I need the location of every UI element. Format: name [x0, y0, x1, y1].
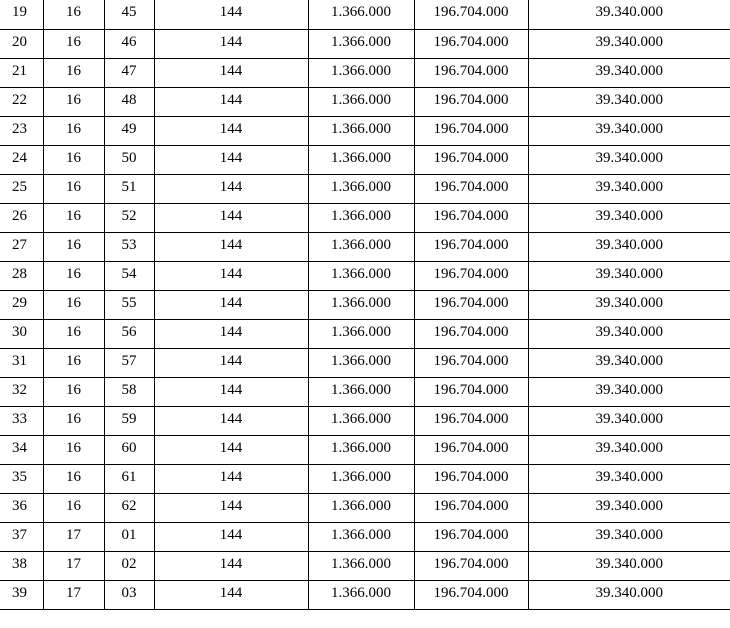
cell-number: 03: [104, 580, 154, 609]
cell-amount: 39.340.000: [528, 174, 730, 203]
cell-stt: 24: [0, 145, 43, 174]
cell-amount: 39.340.000: [528, 435, 730, 464]
cell-number: 52: [104, 203, 154, 232]
cell-stt: 21: [0, 58, 43, 87]
cell-unit-price: 1.366.000: [308, 319, 414, 348]
table-row: [0, 174, 730, 203]
table-row: [0, 203, 730, 232]
cell-total: 196.704.000: [414, 580, 528, 609]
cell-group: 16: [43, 145, 104, 174]
cell-amount: 39.340.000: [528, 551, 730, 580]
cell-quantity: 144: [154, 203, 308, 232]
cell-number: 51: [104, 174, 154, 203]
cell-group: 17: [43, 551, 104, 580]
table-row: [0, 348, 730, 377]
cell-stt: 29: [0, 290, 43, 319]
cell-unit-price: 1.366.000: [308, 406, 414, 435]
cell-number: 53: [104, 232, 154, 261]
cell-total: 196.704.000: [414, 464, 528, 493]
cell-unit-price: 1.366.000: [308, 174, 414, 203]
cell-unit-price: 1.366.000: [308, 145, 414, 174]
cell-amount: 39.340.000: [528, 522, 730, 551]
cell-quantity: 144: [154, 261, 308, 290]
cell-unit-price: 1.366.000: [308, 377, 414, 406]
cell-group: 16: [43, 232, 104, 261]
cell-unit-price: 1.366.000: [308, 58, 414, 87]
cell-amount: 39.340.000: [528, 203, 730, 232]
cell-group: 16: [43, 203, 104, 232]
cell-total: 196.704.000: [414, 290, 528, 319]
cell-group: 16: [43, 87, 104, 116]
table-row: [0, 435, 730, 464]
cell-amount: 39.340.000: [528, 58, 730, 87]
cell-unit-price: 1.366.000: [308, 464, 414, 493]
cell-quantity: 144: [154, 319, 308, 348]
cell-stt: 36: [0, 493, 43, 522]
cell-number: 45: [104, 0, 154, 29]
cell-unit-price: 1.366.000: [308, 348, 414, 377]
cell-quantity: 144: [154, 145, 308, 174]
cell-amount: 39.340.000: [528, 116, 730, 145]
cell-unit-price: 1.366.000: [308, 0, 414, 29]
cell-number: 57: [104, 348, 154, 377]
cell-quantity: 144: [154, 87, 308, 116]
cell-unit-price: 1.366.000: [308, 232, 414, 261]
cell-quantity: 144: [154, 348, 308, 377]
cell-stt: 34: [0, 435, 43, 464]
cell-number: 58: [104, 377, 154, 406]
cell-amount: 39.340.000: [528, 0, 730, 29]
cell-amount: 39.340.000: [528, 580, 730, 609]
cell-stt: 23: [0, 116, 43, 145]
cell-group: 16: [43, 493, 104, 522]
cell-quantity: 144: [154, 290, 308, 319]
cell-quantity: 144: [154, 435, 308, 464]
cell-number: 56: [104, 319, 154, 348]
cell-amount: 39.340.000: [528, 87, 730, 116]
table-row: [0, 58, 730, 87]
cell-total: 196.704.000: [414, 377, 528, 406]
cell-group: 17: [43, 522, 104, 551]
cell-stt: 39: [0, 580, 43, 609]
cell-number: 50: [104, 145, 154, 174]
cell-total: 196.704.000: [414, 29, 528, 58]
cell-number: 54: [104, 261, 154, 290]
cell-total: 196.704.000: [414, 232, 528, 261]
cell-unit-price: 1.366.000: [308, 435, 414, 464]
cell-unit-price: 1.366.000: [308, 522, 414, 551]
cell-number: 48: [104, 87, 154, 116]
cell-total: 196.704.000: [414, 406, 528, 435]
cell-number: 47: [104, 58, 154, 87]
cell-total: 196.704.000: [414, 493, 528, 522]
cell-total: 196.704.000: [414, 116, 528, 145]
cell-amount: 39.340.000: [528, 29, 730, 58]
table-row: [0, 551, 730, 580]
cell-amount: 39.340.000: [528, 464, 730, 493]
cell-unit-price: 1.366.000: [308, 87, 414, 116]
cell-amount: 39.340.000: [528, 145, 730, 174]
cell-amount: 39.340.000: [528, 493, 730, 522]
table-row: [0, 377, 730, 406]
cell-amount: 39.340.000: [528, 348, 730, 377]
cell-stt: 26: [0, 203, 43, 232]
cell-stt: 37: [0, 522, 43, 551]
cell-quantity: 144: [154, 116, 308, 145]
cell-stt: 20: [0, 29, 43, 58]
cell-stt: 38: [0, 551, 43, 580]
cell-number: 02: [104, 551, 154, 580]
cell-stt: 25: [0, 174, 43, 203]
cell-number: 49: [104, 116, 154, 145]
cell-total: 196.704.000: [414, 551, 528, 580]
cell-group: 16: [43, 435, 104, 464]
cell-total: 196.704.000: [414, 319, 528, 348]
table-row: [0, 145, 730, 174]
cell-group: 16: [43, 377, 104, 406]
cell-stt: 19: [0, 0, 43, 29]
cell-unit-price: 1.366.000: [308, 203, 414, 232]
cell-total: 196.704.000: [414, 0, 528, 29]
cell-group: 16: [43, 116, 104, 145]
cell-unit-price: 1.366.000: [308, 493, 414, 522]
table-row: [0, 87, 730, 116]
table-row: [0, 116, 730, 145]
cell-number: 62: [104, 493, 154, 522]
cell-group: 16: [43, 261, 104, 290]
table-row: [0, 493, 730, 522]
cell-quantity: 144: [154, 232, 308, 261]
cell-quantity: 144: [154, 377, 308, 406]
cell-group: 17: [43, 580, 104, 609]
cell-stt: 33: [0, 406, 43, 435]
table-row: [0, 0, 730, 29]
cell-quantity: 144: [154, 493, 308, 522]
cell-group: 16: [43, 348, 104, 377]
table-row: [0, 464, 730, 493]
cell-unit-price: 1.366.000: [308, 116, 414, 145]
cell-amount: 39.340.000: [528, 377, 730, 406]
table-row: [0, 406, 730, 435]
cell-number: 46: [104, 29, 154, 58]
cell-total: 196.704.000: [414, 145, 528, 174]
cell-quantity: 144: [154, 0, 308, 29]
table-row: [0, 290, 730, 319]
cell-group: 16: [43, 319, 104, 348]
cell-quantity: 144: [154, 29, 308, 58]
cell-total: 196.704.000: [414, 261, 528, 290]
cell-amount: 39.340.000: [528, 319, 730, 348]
table-row: [0, 232, 730, 261]
cell-number: 59: [104, 406, 154, 435]
cell-stt: 27: [0, 232, 43, 261]
cell-total: 196.704.000: [414, 348, 528, 377]
cell-total: 196.704.000: [414, 522, 528, 551]
cell-group: 16: [43, 0, 104, 29]
cell-unit-price: 1.366.000: [308, 580, 414, 609]
cell-group: 16: [43, 174, 104, 203]
cell-quantity: 144: [154, 174, 308, 203]
cell-stt: 22: [0, 87, 43, 116]
cell-quantity: 144: [154, 522, 308, 551]
cell-quantity: 144: [154, 464, 308, 493]
cell-total: 196.704.000: [414, 174, 528, 203]
cell-number: 60: [104, 435, 154, 464]
cell-total: 196.704.000: [414, 58, 528, 87]
cell-quantity: 144: [154, 406, 308, 435]
cell-number: 01: [104, 522, 154, 551]
cell-amount: 39.340.000: [528, 261, 730, 290]
cell-total: 196.704.000: [414, 203, 528, 232]
cell-unit-price: 1.366.000: [308, 29, 414, 58]
cell-amount: 39.340.000: [528, 232, 730, 261]
cell-number: 61: [104, 464, 154, 493]
cell-group: 16: [43, 464, 104, 493]
cell-group: 16: [43, 406, 104, 435]
cell-amount: 39.340.000: [528, 290, 730, 319]
cell-amount: 39.340.000: [528, 406, 730, 435]
cell-group: 16: [43, 290, 104, 319]
cell-quantity: 144: [154, 58, 308, 87]
cell-stt: 31: [0, 348, 43, 377]
cell-stt: 30: [0, 319, 43, 348]
table-row: [0, 261, 730, 290]
table-row: [0, 580, 730, 609]
cell-group: 16: [43, 29, 104, 58]
cell-unit-price: 1.366.000: [308, 290, 414, 319]
cell-quantity: 144: [154, 580, 308, 609]
cell-unit-price: 1.366.000: [308, 551, 414, 580]
cell-stt: 32: [0, 377, 43, 406]
cell-group: 16: [43, 58, 104, 87]
table-row: [0, 29, 730, 58]
table-row: [0, 319, 730, 348]
cell-stt: 28: [0, 261, 43, 290]
cell-stt: 35: [0, 464, 43, 493]
cell-unit-price: 1.366.000: [308, 261, 414, 290]
cell-number: 55: [104, 290, 154, 319]
cell-quantity: 144: [154, 551, 308, 580]
cell-total: 196.704.000: [414, 87, 528, 116]
cell-total: 196.704.000: [414, 435, 528, 464]
table-row: [0, 522, 730, 551]
